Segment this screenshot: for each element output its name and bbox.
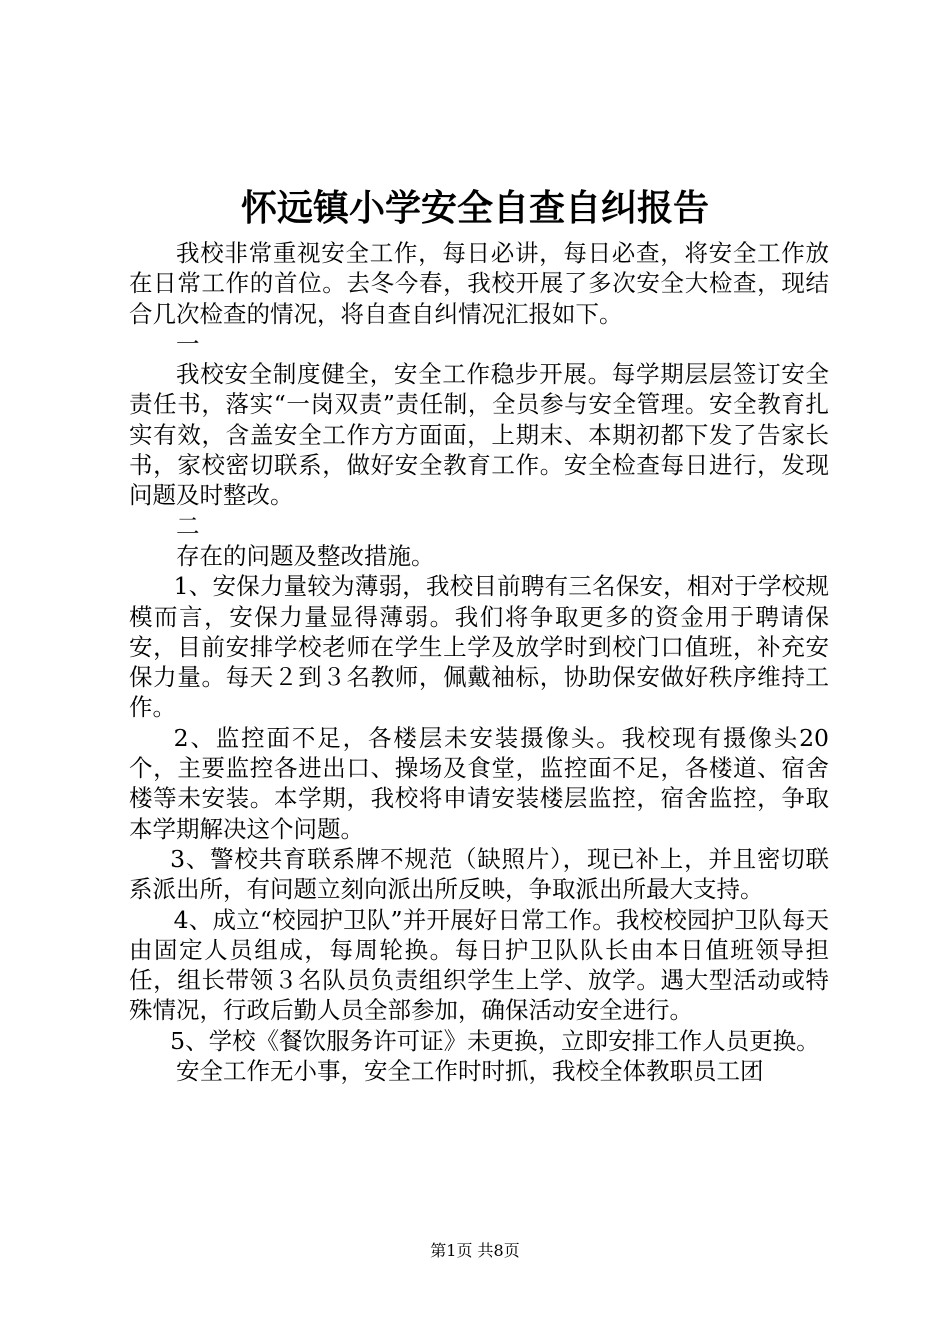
section-marker-one: 一 bbox=[176, 329, 200, 358]
closing-paragraph: 安全工作无小事，安全工作时时抓，我校全体教职员工团 bbox=[176, 1057, 764, 1086]
page-footer: 第1页 共8页 bbox=[430, 1241, 520, 1260]
document-body bbox=[129, 238, 829, 1086]
item-2-paragraph: 2、监控面不足，各楼层未安装摄像头。我校现有摄像头20个，主要监控各进出口、操场及食堂，监控面不足，各楼道、宿舍楼等未安装。本学期，我校将申请安装楼层监控，宿舍监控，争取本学期解决这个问题。 bbox=[129, 723, 829, 843]
item-1-paragraph: 1、安保力量较为薄弱，我校目前聘有三名保安，相对于学校规模而言，安保力量显得薄弱。我们将争取更多的资金用于聘请保安，目前安排学校老师在学生上学及放学时到校门口值班，补充安保力量。每天２到３名教师，佩戴袖标，协助保安做好秩序维持工作。 bbox=[129, 572, 829, 722]
document-title: 怀远镇小学安全自查自纠报告 bbox=[240, 187, 709, 229]
item-5-paragraph: 5、学校《餐饮服务许可证》未更换，立即安排工作人员更换。 bbox=[170, 1026, 820, 1055]
item-3-paragraph: 3、警校共育联系牌不规范（缺照片），现已补上，并且密切联系派出所，有问题立刻向派出所反映，争取派出所最大支持。 bbox=[129, 844, 829, 904]
section-marker-two: 二 bbox=[176, 511, 200, 540]
problems-heading: 存在的问题及整改措施。 bbox=[176, 541, 435, 570]
item-4-paragraph: 4、成立“校园护卫队”并开展好日常工作。我校校园护卫队每天由固定人员组成，每周轮换。每日护卫队队长由本日值班领导担任，组长带领３名队员负责组织学生上学、放学。遇大型活动或特殊情况，行政后勤人员全部参加，确保活动安全进行。 bbox=[129, 905, 829, 1025]
section-one-paragraph: 我校安全制度健全，安全工作稳步开展。每学期层层签订安全责任书，落实“一岗双责”责任制，全员参与安全管理。安全教育扎实有效，含盖安全工作方方面面，上期末、本期初都下发了告家长书，家校密切联系，做好安全教育工作。安全检查每日进行，发现问题及时整改。 bbox=[129, 360, 829, 510]
intro-paragraph: 我校非常重视安全工作，每日必讲，每日必查，将安全工作放在日常工作的首位。去冬今春，我校开展了多次安全大检查，现结合几次检查的情况，将自查自纠情况汇报如下。 bbox=[129, 239, 829, 328]
